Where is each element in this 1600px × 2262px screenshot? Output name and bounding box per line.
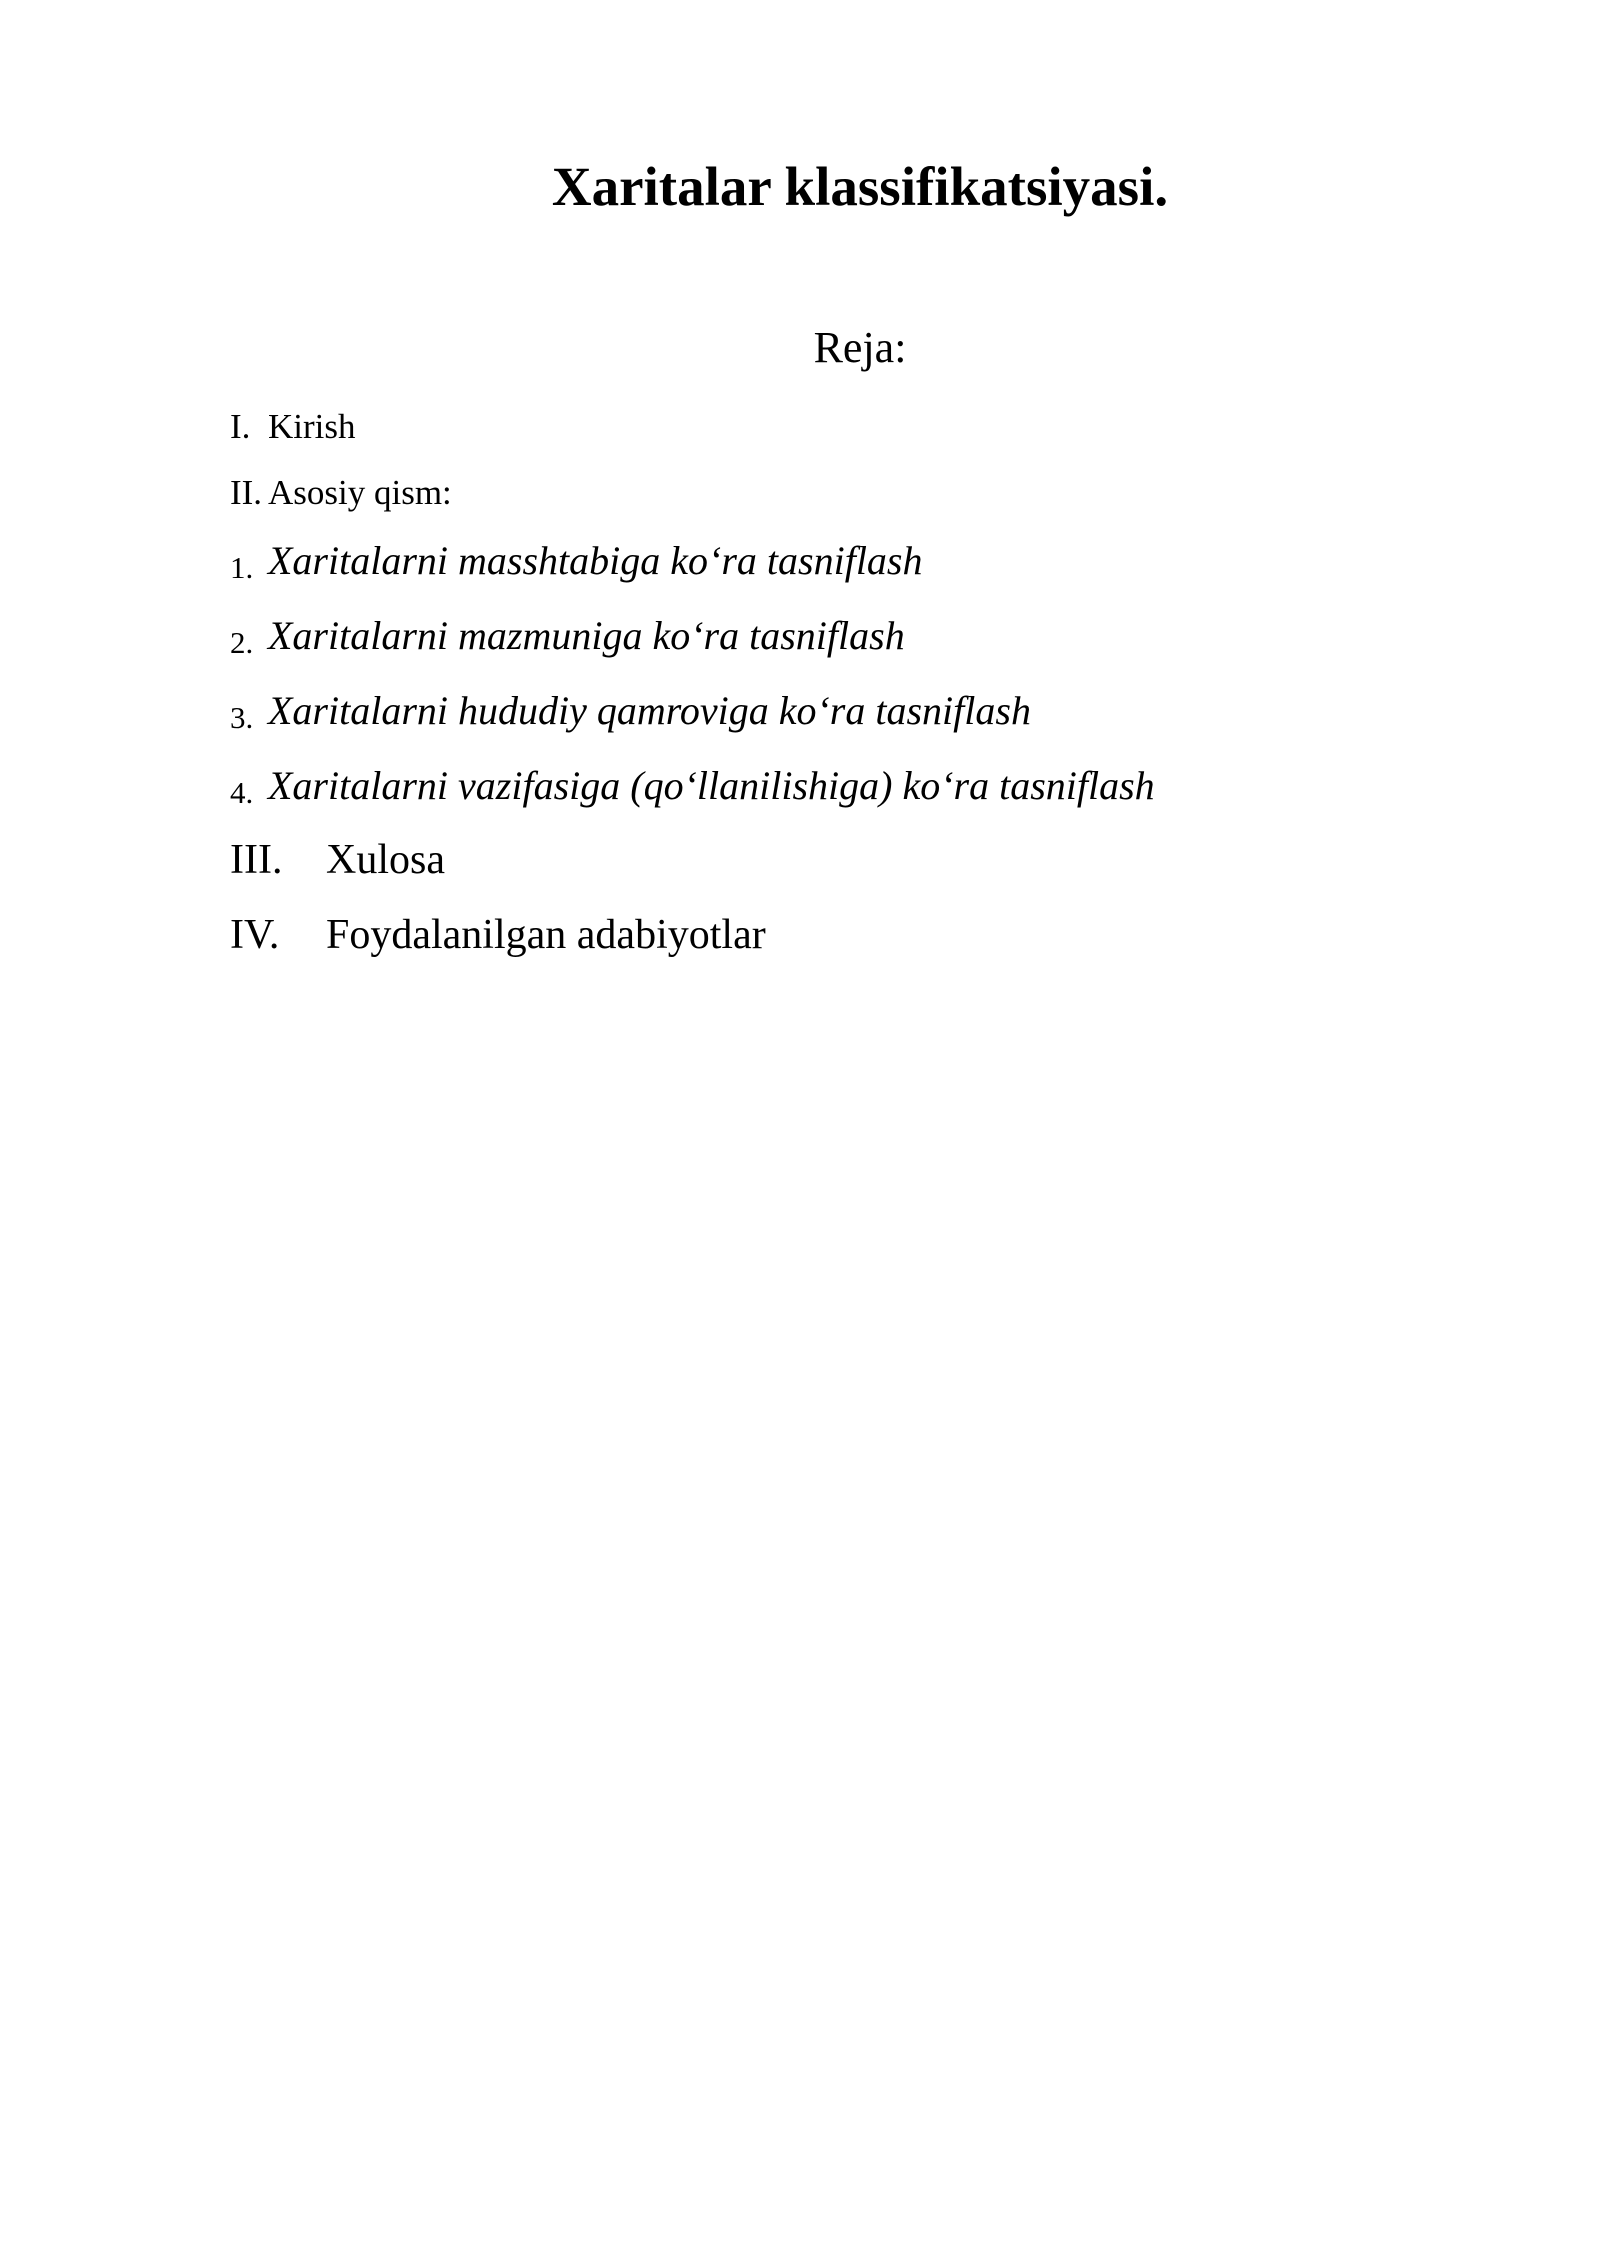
section-text: Foydalanilgan adabiyotlar — [326, 912, 766, 958]
page-title: Xaritalar klassifikatsiyasi. — [551, 156, 1169, 217]
plan-heading: Reja: — [813, 323, 907, 372]
section-text: Kirish — [268, 407, 356, 446]
subitem-number: 1. — [230, 550, 254, 585]
subitem-text: Xaritalarni masshtabiga ko‘ra tasniflash — [268, 538, 923, 583]
section-text: Asosiy qism: — [268, 473, 452, 512]
subitem-number: 3. — [230, 700, 254, 735]
subitem-text: Xaritalarni mazmuniga ko‘ra tasniflash — [268, 613, 905, 658]
subitem-text: Xaritalarni vazifasiga (qo‘llanilishiga) ko‘ra tasniflash — [268, 763, 1155, 808]
section-text: Xulosa — [326, 837, 445, 883]
subitem-number: 4. — [230, 775, 254, 810]
section-number: IV. — [230, 912, 280, 958]
subitem-text: Xaritalarni hududiy qamroviga ko‘ra tasniflash — [268, 688, 1031, 733]
section-number: I. — [230, 407, 251, 446]
section-number: II. — [230, 473, 263, 512]
section-number: III. — [230, 837, 283, 883]
subitem-number: 2. — [230, 625, 254, 660]
